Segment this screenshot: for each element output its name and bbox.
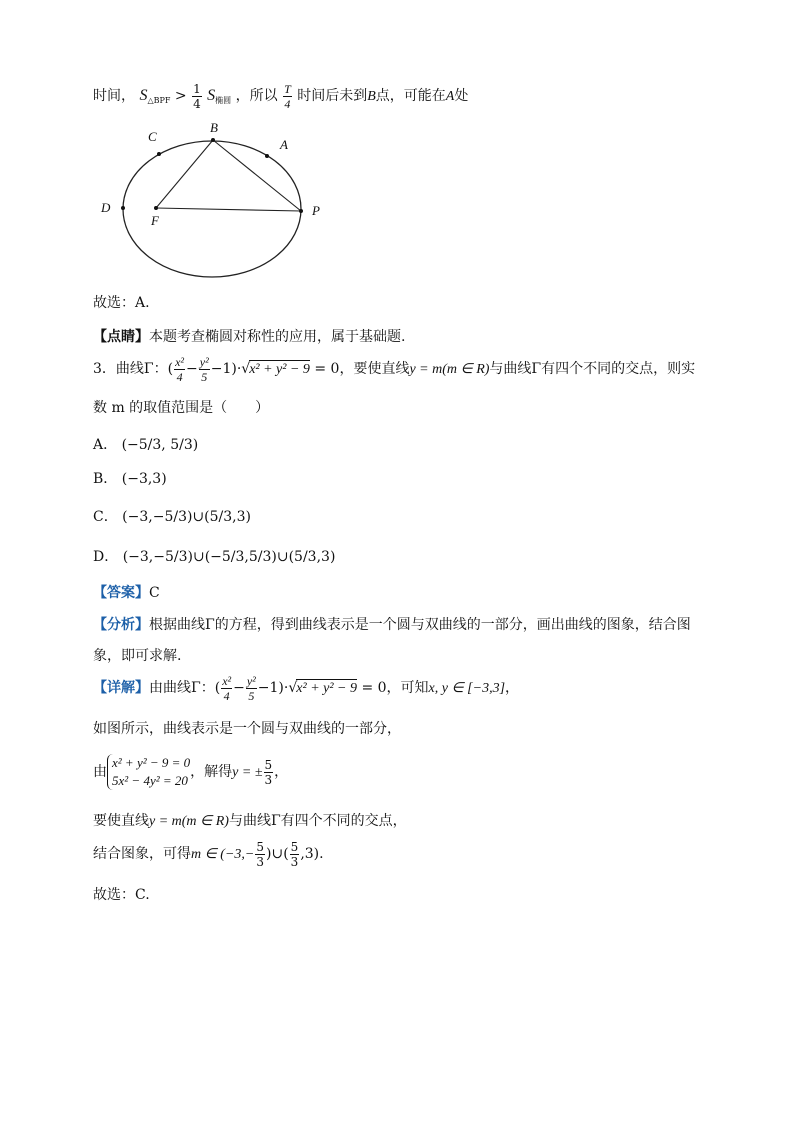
detail-line4-eq: y = m(m ∈ R) [149,814,229,829]
eq-open-paren: ( [167,361,174,377]
analysis-text-1: 根据曲线Γ的方程，得到曲线表示是一个圆与双曲线的一部分，画出曲线的图象，结合图 [149,617,691,633]
option-a [93,430,198,460]
option-d [93,542,335,572]
detail-line5-frac-2: $\frac{5}{3}$ [290,839,299,869]
detail-lead: 由曲线Γ： [149,680,215,696]
fraction-x2-over-4: $\frac{\text{x²}}{4}$ [175,354,185,384]
fraction-y2-over-5: $\frac{\text{y²}}{5}$ [199,354,209,384]
point-d [121,206,125,210]
point-c [157,152,161,156]
line-equation: y = m(m ∈ R) [409,362,490,377]
option-d-content: (−3,−5/3)∪(−5/3,5/3)∪(5/3,3) [122,549,336,565]
segment-fp [156,208,301,211]
detail-comma: ， [505,680,520,696]
sqrt-sign: √ [241,361,251,377]
top-line-suffix-b: 点，可能在 [375,88,446,104]
analysis-line-1 [93,614,691,634]
top-line-prefix: 时间， [93,88,135,104]
label-f: F [151,213,159,228]
eq-mid: −1)· [210,361,242,377]
question-number: 3． [93,361,116,377]
answer-tag: 【答案】 [93,585,149,601]
option-b-label: B． [93,471,118,487]
detail-solve-fraction: $\frac{5}{3}$ [264,757,273,787]
answer-value: C [149,585,160,601]
detail-line-2: 如图所示，曲线表示是一个圆与双曲线的一部分， [93,721,401,737]
detail-eq-minus: − [233,680,245,696]
top-line-mid: ，所以 [235,88,278,104]
question-3-line-2: 数 m 的取值范围是（ ） [93,400,270,416]
detail-sqrt-sign: √ [288,680,298,696]
system-eq-1: x² + y² − 9 = 0 [112,755,191,770]
s-subscript: △BPF [147,96,171,105]
detail-eq-open: ( [214,680,221,696]
label-p: P [312,203,320,218]
option-c-content: (−3,−5/3)∪(5/3,3) [122,509,251,525]
detail-fraction-x2-over-4: $\frac{\text{x²}}{4}$ [222,673,232,703]
s-symbol: S [139,87,148,104]
option-b-content: (−3,3) [121,471,167,487]
top-line-suffix-c: 处 [454,88,469,104]
detail-tag: 【详解】 [93,680,149,696]
top-line-suffix-a: 时间后未到 [297,88,368,104]
label-c: C [148,129,157,144]
point-b [211,138,215,142]
detail-solve-lhs: y = ± [232,765,263,780]
detail-line5-dot: . [319,846,324,862]
point-f [154,206,158,210]
option-c-label: C． [93,509,118,525]
answer-line [93,582,160,602]
question-3-line-1 [93,353,695,386]
detail-line5-a: 结合图象，可得 [93,846,191,862]
question-mid-text: ，要使直线 [339,361,410,377]
detail-after-eq: ，可知 [386,680,429,696]
detail-line4-a: 要使直线 [93,813,149,829]
detail-line-3 [93,752,288,793]
detail-eq-end: = 0 [357,680,387,696]
option-a-label: A． [93,437,118,453]
option-a-content: (−5/3, 5/3) [121,437,199,453]
option-c [93,502,251,532]
comment-tag: 【点睛】 [93,329,149,345]
detail-line5-frac-1: $\frac{5}{3}$ [256,839,265,869]
detail-you: 由 [93,764,107,780]
comment-line [93,326,405,346]
analysis-line-2: 象，即可求解. [93,648,182,664]
segment-bf [156,140,213,208]
detail-sqrt-body: x² + y² − 9 [296,681,357,696]
system-eq-2: 5x² − 4y² = 20 [112,773,188,788]
eq-minus: − [186,361,198,377]
sqrt-body: x² + y² − 9 [249,362,310,377]
detail-line-4 [93,810,407,830]
detail-line4-b: 与曲线Γ有四个不同的交点， [228,813,407,829]
point-p [299,209,303,213]
detail-line5-m: m ∈ (−3,− [191,847,255,862]
answer-line-1: 故选：A. [93,295,150,311]
ellipse-figure [90,115,350,285]
fraction-one-quarter: $\frac{1}{4}$ [193,81,201,111]
letter-a: A [445,89,455,104]
detail-fraction-y2-over-5: $\frac{\text{y²}}{5}$ [246,673,256,703]
question-lead: 曲线Γ： [115,361,168,377]
detail-solve-end: ， [274,764,289,780]
label-b: B [210,120,218,135]
analysis-tag: 【分析】 [93,617,149,633]
detail-solve-text: ，解得 [190,764,233,780]
top-line [93,82,468,115]
detail-line-1 [93,672,519,705]
label-a: A [280,137,288,152]
label-d: D [101,200,111,215]
comment-text: 本题考查椭圆对称性的应用，属于基础题. [149,329,406,345]
s-symbol-2: S [207,87,216,104]
detail-line5-end: ,3) [300,846,320,862]
final-answer-line: 故选：C. [93,887,150,903]
detail-line-5 [93,838,324,871]
detail-line5-union: )∪( [266,846,289,862]
question-tail-text: 与曲线Γ有四个不同的交点，则实 [489,361,696,377]
detail-eq-mid: −1)· [257,680,289,696]
option-b [93,468,167,488]
s-subscript-2: 椭圆 [215,96,232,105]
eq-end: = 0 [309,361,340,377]
gt-sign: > [174,88,192,104]
detail-range: x, y ∈ [−3,3] [428,681,506,696]
equation-system [107,754,190,790]
letter-b: B [367,89,376,104]
point-a [265,154,269,158]
option-d-label: D． [93,549,119,565]
fraction-t-quarter: $\frac{T}{4}$ [284,81,291,111]
